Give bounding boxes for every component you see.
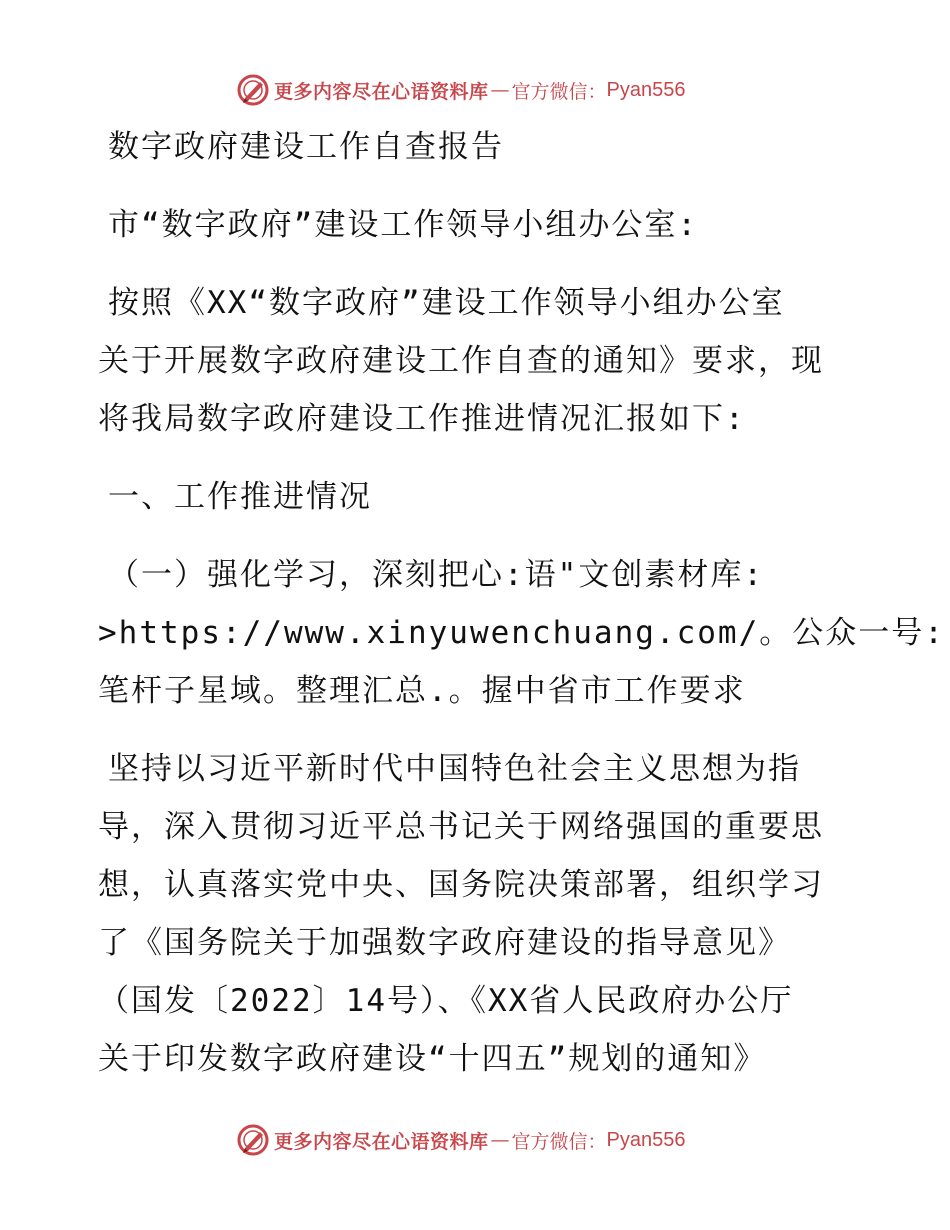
banner-wechat-id: Pyan556 <box>606 78 686 101</box>
body-line: 关于印发数字政府建设“十四五”规划的通知》 <box>98 1041 767 1077</box>
document-body <box>98 118 945 1088</box>
banner-label: 官方微信： <box>511 1130 607 1153</box>
pen-logo-icon <box>236 73 270 107</box>
document-title: 数字政府建设工作自查报告 <box>108 129 504 165</box>
document-salutation: 市“数字政府”建设工作领导小组办公室: <box>108 207 698 243</box>
intro-line: 按照《XX“数字政府”建设工作领导小组办公室 <box>108 285 785 321</box>
pen-logo-icon <box>236 1123 270 1157</box>
banner-text: 更多内容尽在心语资料库 <box>274 80 489 103</box>
body-line: 导，深入贯彻习近平总书记关于网络强国的重要思 <box>98 809 824 845</box>
body-line: 了《国务院关于加强数字政府建设的指导意见》 <box>98 925 791 961</box>
banner-label: 官方微信： <box>511 80 607 103</box>
body-line: 坚持以习近平新时代中国特色社会主义思想为指 <box>108 751 801 787</box>
intro-line: 关于开展数字政府建设工作自查的通知》要求，现 <box>98 343 824 379</box>
banner-dash: — <box>490 79 510 101</box>
subsection-line: >https://www.xinyuwenchuang.com/。公众一号: <box>98 615 945 651</box>
banner-wechat-id: Pyan556 <box>606 1128 686 1151</box>
body-paragraph <box>98 740 858 1088</box>
banner-text: 更多内容尽在心语资料库 <box>274 1130 489 1153</box>
intro-line: 将我局数字政府建设工作推进情况汇报如下: <box>98 401 746 437</box>
intro-paragraph <box>98 274 858 448</box>
subsection-paragraph <box>98 546 945 720</box>
subsection-line: （一）强化学习，深刻把心:语"文创素材库: <box>108 557 764 593</box>
body-line: （国发〔2022〕14号）、《XX省人民政府办公厅 <box>98 983 794 1019</box>
footer-watermark-banner <box>236 1122 756 1158</box>
subsection-line: 笔杆子星域。整理汇总.。握中省市工作要求 <box>98 673 746 709</box>
section-heading: 一、工作推进情况 <box>108 479 372 515</box>
body-line: 想，认真落实党中央、国务院决策部署，组织学习 <box>98 867 824 903</box>
header-watermark-banner <box>236 72 756 108</box>
banner-dash: — <box>490 1129 510 1151</box>
